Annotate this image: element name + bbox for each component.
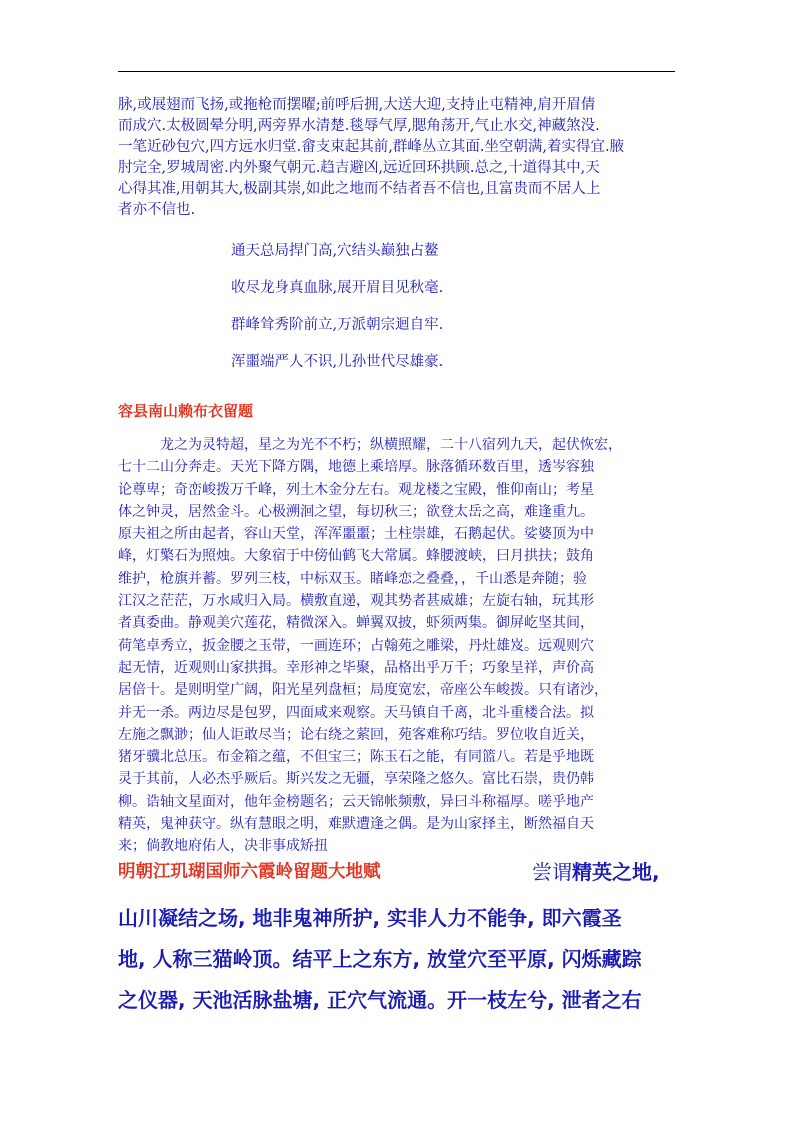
text-line: 肘完全,罗城周密.内外聚气朝元.趋吉避凶,远近回环拱顾.总之,十道得其中,天 (118, 160, 600, 176)
text-line: 一笔近砂包穴,四方远水归堂.畲支束起其前,群峰丛立其面.坐空朝满,着实得宜.腋 (118, 139, 625, 155)
text-line: 七十二山分奔走。天光下降方隅，地德上乘培厚。脉落循环数百里，透岑容独 (118, 459, 594, 476)
text-line: 精英，鬼神获守。纵有慧眼之明，难默遭逢之偶。是为山家择主，断然福自天 (118, 816, 594, 833)
text-line: 原夫祖之所由起者，容山天堂，浑浑噩噩；土柱崇雄，石鹅起伏。娑婆顶为中 (118, 526, 594, 543)
paragraph-2 (118, 434, 678, 858)
text-line: 论尊卑；奇峦峻拨万千峰，列土木金分左右。观龙楼之宝殿，惟仰南山；考星 (118, 481, 594, 498)
text-line: 地, 人称三猫岭顶。结平上之东方, 放堂穴至平原, 闪烁藏踪 (118, 947, 642, 971)
poem-line: 收尽龙身真血脉,展开眉目见秋毫. (231, 280, 444, 296)
poem-line: 通天总局捍门高,穴结头巅独占鳌 (231, 243, 439, 259)
text-line: 江汉之茫茫，万水咸归入局。横敷直递，观其势者甚威雄；左旋右轴，玩其形 (118, 593, 594, 610)
section-heading-liuxialing: 明朝江玑瑚国师六霞岭留题大地赋 (118, 862, 381, 882)
text-line: 来；倘教地府佑人，决非事成矫扭 (118, 838, 328, 855)
text-line: 维护，枪旗并蓄。罗列三枝，中标双玉。睹峰恋之叠叠，，千山悉是奔随；验 (118, 570, 587, 587)
text-line: 并无一杀。两边尽是包罗，四面咸来观察。天马镇自千离，北斗重楼合法。拟 (118, 704, 594, 721)
text-line: 而成穴.太极圆晕分明,两旁界水清楚.毯辱气厚,腮角荡开,气止水交,神藏煞没. (118, 118, 600, 134)
text-line: 山川凝结之场, 地非鬼神所护, 实非人力不能争, 即六霞圣 (118, 906, 622, 930)
poem-line: 群峰耸秀阶前立,万派朝宗迴自牢. (231, 317, 444, 333)
paragraph-3 (118, 898, 698, 1021)
text-line: 者真委曲。静观美穴莲花，精微深入。蝉翼双披，虾须两集。御屏屹坚其间， (118, 615, 594, 632)
text-line: 荷笔卓秀立，扳金腰之玉带，一画连环；占翰苑之雕梁，丹灶雄岌。远观则穴 (118, 637, 594, 654)
text-line: 左施之飘渺；仙人讵敢尽当；论右绕之萦回，苑客难称巧结。罗位收自近关， (118, 726, 594, 743)
header-rule (118, 71, 675, 72)
text-line: 体之钟灵，居然金斗。心极溯洄之望，每切秋三；欲登太岳之高，难逢重九。 (118, 503, 594, 520)
text-line: 起无情，近观则山家拱揖。幸形神之毕聚，品格出乎万千；巧象呈祥，声价高 (118, 659, 594, 676)
poem (231, 241, 443, 389)
text-line: 龙之为灵特超，星之为光不不朽；纵横照耀，二十八宿列九天，起伏恢宏， (160, 437, 622, 453)
text-line: 脉,或展翅而飞扬,或拖枪而摆曜;前呼后拥,大送大迎,支持止屯精神,肩开眉倩 (118, 97, 596, 113)
tail-lead: 尝谓 (532, 860, 572, 884)
text-line: 猪牙骥北总压。布金箱之蕴，不但宝三；陈玉石之能，有同篮八。若是乎地既 (118, 749, 594, 766)
heading-tail-text (532, 856, 660, 885)
text-line: 峰，灯檠石为照烛。大象宿于中傍仙鹤飞大常属。蜂腰渡峡，曰月拱扶；鼓角 (118, 548, 594, 565)
paragraph-1 (118, 95, 678, 221)
text-line: 柳。诰轴文星面对，他年金榜题名；云天锦帐频敷，异曰斗称福厚。嗟乎地产 (118, 793, 594, 810)
poem-line: 浑噩端严人不识,儿孙世代尽雄豪. (231, 354, 444, 370)
text-line: 者亦不信也. (118, 202, 196, 218)
text-line: 灵于其前，人必杰乎厥后。斯兴发之无疆，享荣隆之悠久。富比石崇，贵仍韩 (118, 771, 594, 788)
text-line: 居倍十。是则明堂广阔，阳光星列盘桓；局度宽宏，帝座公车峻拨。只有诸沙， (118, 682, 608, 699)
tail-bold: 精英之地, (572, 860, 660, 884)
section-heading-nanshan: 容县南山赖布衣留题 (118, 402, 254, 420)
text-line: 之仪器, 天池活脉盐塘, 正穴气流通。开一枝左兮, 泄者之右 (118, 988, 642, 1012)
text-line: 心得其准,用朝其大,极副其崇,如此之地而不结者吾不信也,且富贵而不居人上 (118, 181, 601, 197)
